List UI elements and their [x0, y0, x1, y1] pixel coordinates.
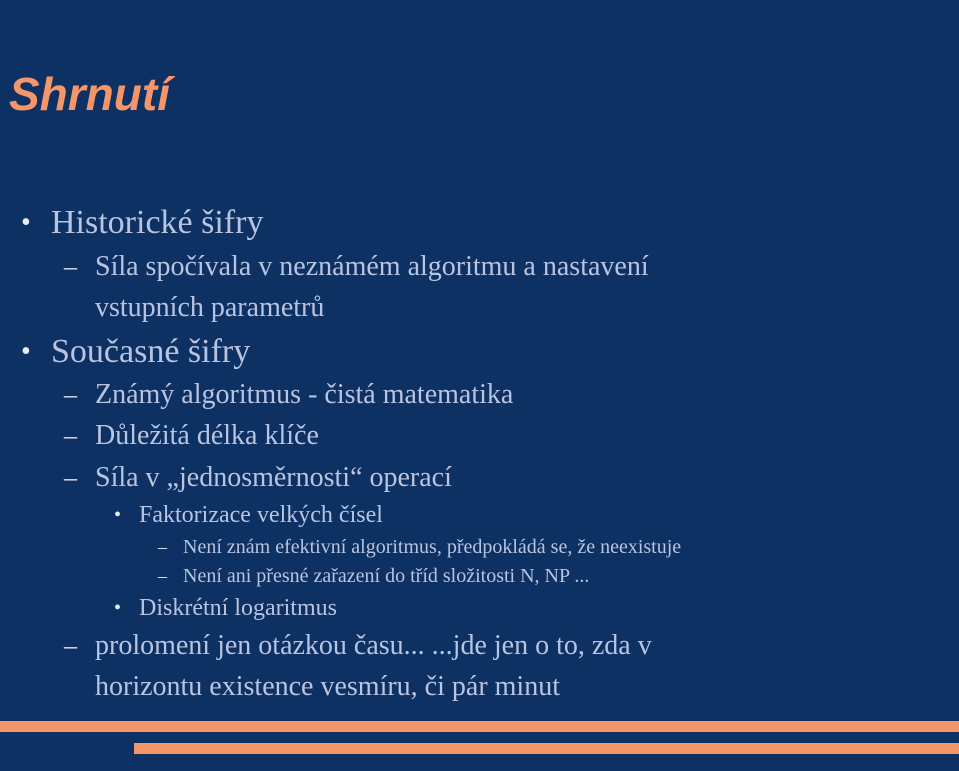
dash-marker: –: [64, 252, 77, 281]
accent-bar-bottom: [134, 743, 959, 754]
dash-marker: –: [64, 463, 77, 492]
bullet-text: Současné šifry: [51, 333, 251, 370]
bullet-marker: •: [114, 504, 122, 526]
bullet-text: Důležitá délka klíče: [95, 420, 319, 451]
bullet-text: Historické šifry: [51, 204, 264, 241]
dash-marker: –: [158, 566, 167, 586]
bullet-text: vstupních parametrů: [95, 292, 325, 323]
slide-title: Shrnutí: [9, 68, 170, 120]
bullet-text: horizontu existence vesmíru, či pár minut: [95, 671, 560, 702]
bullet-marker: •: [21, 207, 31, 238]
dash-marker: –: [158, 537, 167, 557]
bullet-text: Faktorizace velkých čísel: [139, 502, 383, 528]
bullet-text: Není znám efektivní algoritmus, předpokládá se, že neexistuje: [183, 536, 682, 558]
bullet-text: Síla spočívala v neznámém algoritmu a nastavení: [95, 251, 649, 282]
bullet-text: prolomení jen otázkou času... ...jde jen o to, zda v: [95, 630, 652, 661]
dash-marker: –: [64, 380, 77, 409]
bullet-text: Známý algoritmus - čistá matematika: [95, 379, 514, 410]
bullet-text: Diskrétní logaritmus: [139, 595, 337, 621]
bullet-text: Síla v „jednosměrnosti“ operací: [95, 462, 452, 493]
dash-marker: –: [64, 631, 77, 660]
bullet-text: Není ani přesné zařazení do tříd složitosti N, NP ...: [183, 565, 590, 587]
dash-marker: –: [64, 421, 77, 450]
bullet-marker: •: [114, 597, 122, 619]
accent-bar-top: [0, 721, 959, 732]
bullet-marker: •: [21, 336, 31, 367]
